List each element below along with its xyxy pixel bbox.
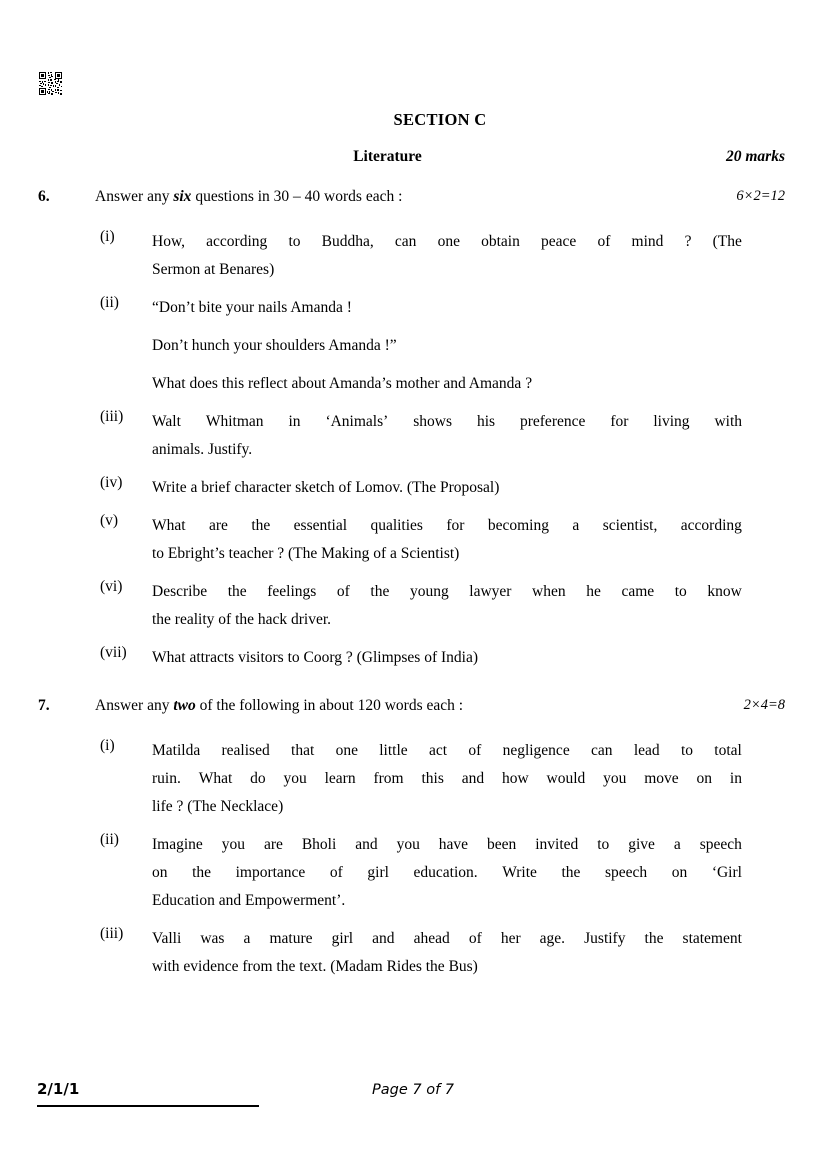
- word: give: [628, 836, 655, 853]
- word: one: [437, 233, 460, 250]
- word: how: [501, 770, 529, 787]
- word: was: [200, 930, 225, 947]
- word: with: [714, 413, 742, 430]
- word: statement: [682, 930, 742, 947]
- word: essential: [293, 517, 348, 534]
- word: Valli: [152, 930, 182, 947]
- word: you: [221, 836, 245, 853]
- question-stem: Answer any six questions in 30 – 40 words each :: [95, 188, 403, 205]
- item-text-line: What attracts visitors to Coorg ? (Glimpses of India): [152, 649, 479, 666]
- item-text-line: Sermon at Benares): [152, 261, 275, 278]
- page-number: Page 7 of 7: [372, 1082, 455, 1098]
- section-marks: 20 marks: [726, 148, 785, 165]
- item-label: (vi): [100, 578, 123, 595]
- word: to: [288, 233, 301, 250]
- word: young: [409, 583, 449, 600]
- word: shows: [413, 413, 453, 430]
- question-stem: Answer any two of the following in about 120 words each :: [95, 697, 464, 714]
- word: to: [674, 583, 687, 600]
- word: would: [546, 770, 586, 787]
- word: Justify: [584, 930, 626, 947]
- item-text-line: [152, 512, 742, 540]
- section-title: SECTION C: [393, 110, 487, 129]
- word: can: [591, 742, 613, 759]
- item-text: [152, 737, 742, 821]
- word: know: [707, 583, 742, 600]
- item-text-line: [152, 228, 742, 256]
- word: the: [644, 930, 664, 947]
- word: Matilda: [152, 742, 201, 759]
- question-number: 7.: [38, 697, 50, 714]
- item-text-line: [152, 737, 742, 765]
- item-label: (vii): [100, 644, 127, 661]
- word: becoming: [487, 517, 549, 534]
- word: lawyer: [469, 583, 512, 600]
- item-label: (i): [100, 228, 115, 245]
- word: ahead: [413, 930, 450, 947]
- item-text-line: [152, 765, 742, 793]
- word: (The: [712, 233, 742, 250]
- question-stem-emphasis: six: [173, 188, 192, 205]
- word: ruin.: [152, 770, 181, 787]
- word: he: [586, 583, 601, 600]
- item-text-line: life ? (The Necklace): [152, 798, 284, 815]
- word: Whitman: [205, 413, 264, 430]
- item-text: [152, 474, 742, 502]
- word: How,: [152, 233, 186, 250]
- word: Bholi: [301, 836, 337, 853]
- word: of: [468, 930, 482, 947]
- word: came: [621, 583, 655, 600]
- word: feelings: [267, 583, 317, 600]
- item-label: (iv): [100, 474, 123, 491]
- word: speech: [605, 864, 648, 881]
- word: move: [644, 770, 679, 787]
- item-text-line: Write a brief character sketch of Lomov. (The Proposal): [152, 479, 500, 496]
- item-label: (ii): [100, 294, 119, 311]
- word: according: [206, 233, 268, 250]
- word: the: [561, 864, 581, 881]
- word: mature: [269, 930, 313, 947]
- word: been: [487, 836, 517, 853]
- subject-title: Literature: [353, 148, 422, 165]
- word: his: [476, 413, 496, 430]
- word: you: [396, 836, 420, 853]
- item-text-line: with evidence from the text. (Madam Rides the Bus): [152, 958, 478, 975]
- item-text: [152, 512, 742, 568]
- word: from: [373, 770, 404, 787]
- word: little: [379, 742, 408, 759]
- word: age.: [539, 930, 566, 947]
- word: the: [251, 517, 271, 534]
- item-label: (ii): [100, 831, 119, 848]
- word: mind: [631, 233, 664, 250]
- word: the: [370, 583, 390, 600]
- word: a: [243, 930, 251, 947]
- word: preference: [519, 413, 586, 430]
- item-label: (v): [100, 512, 119, 529]
- item-text: [152, 228, 742, 284]
- item-text: [152, 925, 742, 981]
- footer-divider: [37, 1105, 259, 1107]
- item-text-line: to Ebright’s teacher ? (The Making of a Scientist): [152, 545, 460, 562]
- word: you: [283, 770, 307, 787]
- question-marks: 2×4=8: [743, 697, 785, 713]
- word: in: [288, 413, 301, 430]
- word: and: [355, 836, 378, 853]
- word: learn: [324, 770, 356, 787]
- word: of: [468, 742, 482, 759]
- item-text-line: [152, 925, 742, 953]
- word: peace: [541, 233, 577, 250]
- word: that: [291, 742, 315, 759]
- word: on: [696, 770, 713, 787]
- word: ‘Animals’: [325, 413, 389, 430]
- word: and: [372, 930, 395, 947]
- item-text-line: Don’t hunch your shoulders Amanda !”: [152, 337, 397, 354]
- item-text: [152, 578, 742, 634]
- item-label: (iii): [100, 925, 124, 942]
- word: of: [336, 583, 350, 600]
- word: act: [428, 742, 448, 759]
- word: Buddha,: [321, 233, 374, 250]
- qr-code-icon: [38, 71, 63, 96]
- item-label: (iii): [100, 408, 124, 425]
- word: importance: [235, 864, 306, 881]
- word: education.: [413, 864, 478, 881]
- word: are: [208, 517, 228, 534]
- word: to: [597, 836, 610, 853]
- item-text-line: What does this reflect about Amanda’s mother and Amanda ?: [152, 375, 533, 392]
- word: for: [610, 413, 629, 430]
- word: a: [673, 836, 681, 853]
- word: Describe: [152, 583, 208, 600]
- word: are: [263, 836, 283, 853]
- word: total: [714, 742, 742, 759]
- paper-code: 2/1/1: [37, 1080, 80, 1098]
- word: one: [335, 742, 358, 759]
- item-text-line: the reality of the hack driver.: [152, 611, 332, 628]
- word: living: [653, 413, 690, 430]
- question-stem-emphasis: two: [173, 697, 196, 714]
- item-text: [152, 644, 742, 672]
- word: her: [500, 930, 521, 947]
- word: qualities: [370, 517, 423, 534]
- item-label: (i): [100, 737, 115, 754]
- word: Imagine: [152, 836, 203, 853]
- word: this: [421, 770, 444, 787]
- word: What: [152, 517, 186, 534]
- word: invited: [535, 836, 579, 853]
- word: of: [329, 864, 343, 881]
- word: What: [198, 770, 233, 787]
- word: lead: [633, 742, 660, 759]
- word: and: [461, 770, 485, 787]
- word: girl: [367, 864, 389, 881]
- item-text-line: [152, 859, 742, 887]
- word: on: [152, 864, 168, 881]
- item-text-line: Education and Empowerment’.: [152, 892, 346, 909]
- word: have: [438, 836, 469, 853]
- item-text-line: animals. Justify.: [152, 441, 253, 458]
- word: according: [680, 517, 742, 534]
- word: in: [729, 770, 742, 787]
- word: the: [227, 583, 247, 600]
- word: realised: [221, 742, 270, 759]
- word: negligence: [502, 742, 570, 759]
- word: speech: [699, 836, 742, 853]
- word: Write: [502, 864, 537, 881]
- word: to: [680, 742, 693, 759]
- word: you: [603, 770, 627, 787]
- word: girl: [331, 930, 354, 947]
- question-number: 6.: [38, 188, 50, 205]
- word: scientist,: [602, 517, 658, 534]
- item-text-line: [152, 408, 742, 436]
- word: of: [597, 233, 611, 250]
- word: ‘Girl: [711, 864, 742, 881]
- word: obtain: [481, 233, 520, 250]
- item-text: [152, 294, 742, 398]
- item-text-line: “Don’t bite your nails Amanda !: [152, 299, 352, 316]
- item-text-line: [152, 578, 742, 606]
- word: Walt: [152, 413, 181, 430]
- word: ?: [684, 233, 692, 250]
- item-text: [152, 408, 742, 464]
- word: on: [671, 864, 688, 881]
- word: for: [446, 517, 465, 534]
- word: can: [394, 233, 417, 250]
- item-text-line: [152, 831, 742, 859]
- word: a: [572, 517, 580, 534]
- word: when: [532, 583, 566, 600]
- word: do: [250, 770, 266, 787]
- question-marks: 6×2=12: [736, 188, 785, 204]
- word: the: [192, 864, 212, 881]
- item-text: [152, 831, 742, 915]
- subject-header-row: [95, 148, 785, 170]
